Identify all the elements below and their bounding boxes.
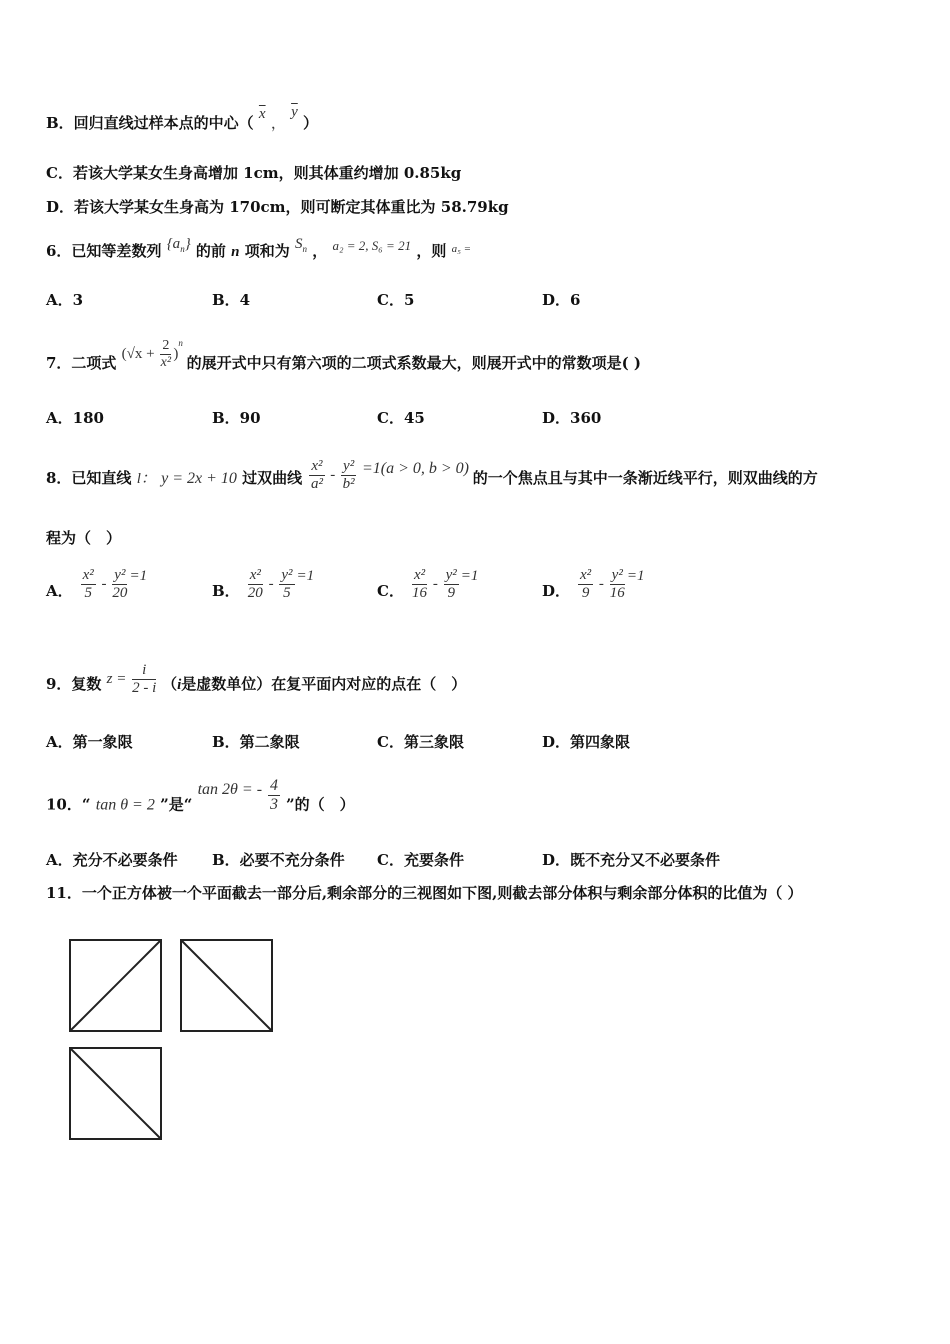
three-view-diagram	[68, 938, 278, 1144]
option-b: B．必要不充分条件	[212, 851, 345, 869]
complex-number-z: z = $\frac{i}{2 - i}$	[106, 662, 157, 697]
option-d: D．6	[542, 291, 581, 309]
q5-option-c: C．若该大学某女生身高增加 1cm，则其体重约增加 0.85kg	[46, 164, 462, 182]
option-c: C．5	[377, 291, 415, 309]
question-9: 9．复数 z = $\frac{i}{2 - i}$ （i是虚数单位）在复平面内对应的点在（ ）	[46, 662, 467, 697]
option-b: B．4	[212, 291, 251, 309]
question-10: 10．“ tan θ = 2 ”是“ tan 2θ = - $\frac{4}{3}$ ”的（ ）	[46, 777, 355, 814]
y-bar: $\overline{y}$	[291, 104, 298, 120]
option-b: B． $\frac{\text{x²}}{20}$ - $\frac{\text{y²}}{5}$ =1	[212, 567, 315, 602]
option-c: C． $\frac{\text{x²}}{16}$ - $\frac{\text{y²}}{9}$ =1	[377, 567, 479, 602]
option-d: D． $\frac{\text{x²}}{9}$ - $\frac{\text{y²}}{16}$ =1	[542, 567, 645, 602]
side-view	[181, 940, 272, 1031]
q5-option-d: D．若该大学某女生身高为 170cm，则可断定其体重比为 58.79kg	[46, 198, 509, 216]
tan-2theta-expression: tan 2θ = - $\frac{4}{3}$	[197, 777, 279, 814]
x-bar: $\overline{x}$	[258, 106, 266, 122]
option-a: A．3	[46, 291, 84, 309]
hyperbola-equation: $\frac{\text{x²}}{\text{a²}}$ - $\frac{\text{y²}}{\text{b²}}$ =1(a > 0, b > 0)	[310, 458, 469, 493]
option-a: A．第一象限	[46, 733, 133, 751]
option-c: C．45	[377, 409, 425, 427]
option-a: A．180	[46, 409, 104, 427]
option-b: B．第二象限	[212, 733, 300, 751]
top-view	[70, 1048, 161, 1139]
option-d: D．360	[542, 409, 602, 427]
question-11: 11．一个正方体被一个平面截去一部分后,剩余部分的三视图如下图,则截去部分体积与剩余部分体积的比值为（ ）	[46, 884, 803, 902]
option-c: C．第三象限	[377, 733, 464, 751]
option-c: C．充要条件	[377, 851, 464, 869]
front-view	[70, 940, 161, 1031]
q5-option-b: B．回归直线过样本点的中心（ $\overline{x}$ ， $\overline{y}$ ）	[46, 104, 318, 132]
option-d: D．第四象限	[542, 733, 631, 751]
option-d: D．既不充分又不必要条件	[542, 851, 721, 869]
question-8-continued: 程为（ ）	[46, 529, 122, 547]
option-a: A．充分不必要条件	[46, 851, 178, 869]
question-7: 7．二项式 (√x + $\frac{2}{\text{x²}}$ )$^n$ 的展开式中只有第六项的二项式系数最大，则展开式中的常数项是( )	[46, 338, 642, 373]
binomial-expression: (√x + $\frac{2}{\text{x²}}$ )$^n$	[121, 338, 183, 371]
question-8: 8．已知直线 l： y = 2x + 10 过双曲线 $\frac{\text{x²}}{\text{a²}}$ - $\frac{\text{y²}}{\text{b²}}$ =1(a > 0, b > 0) 的一个焦点且与其中一条渐近线平行，则双曲线的方	[46, 458, 818, 493]
option-b: B．90	[212, 409, 261, 427]
option-a: A． $\frac{\text{x²}}{5}$ - $\frac{\text{y²}}{20}$ =1	[46, 567, 148, 602]
question-6: 6．已知等差数列 $\{a_n\}$ 的前 n 项和为 $S_n$ ， a₂ = 2, S₆ = 21 ，则 $^{a_5 =}$	[46, 236, 472, 260]
